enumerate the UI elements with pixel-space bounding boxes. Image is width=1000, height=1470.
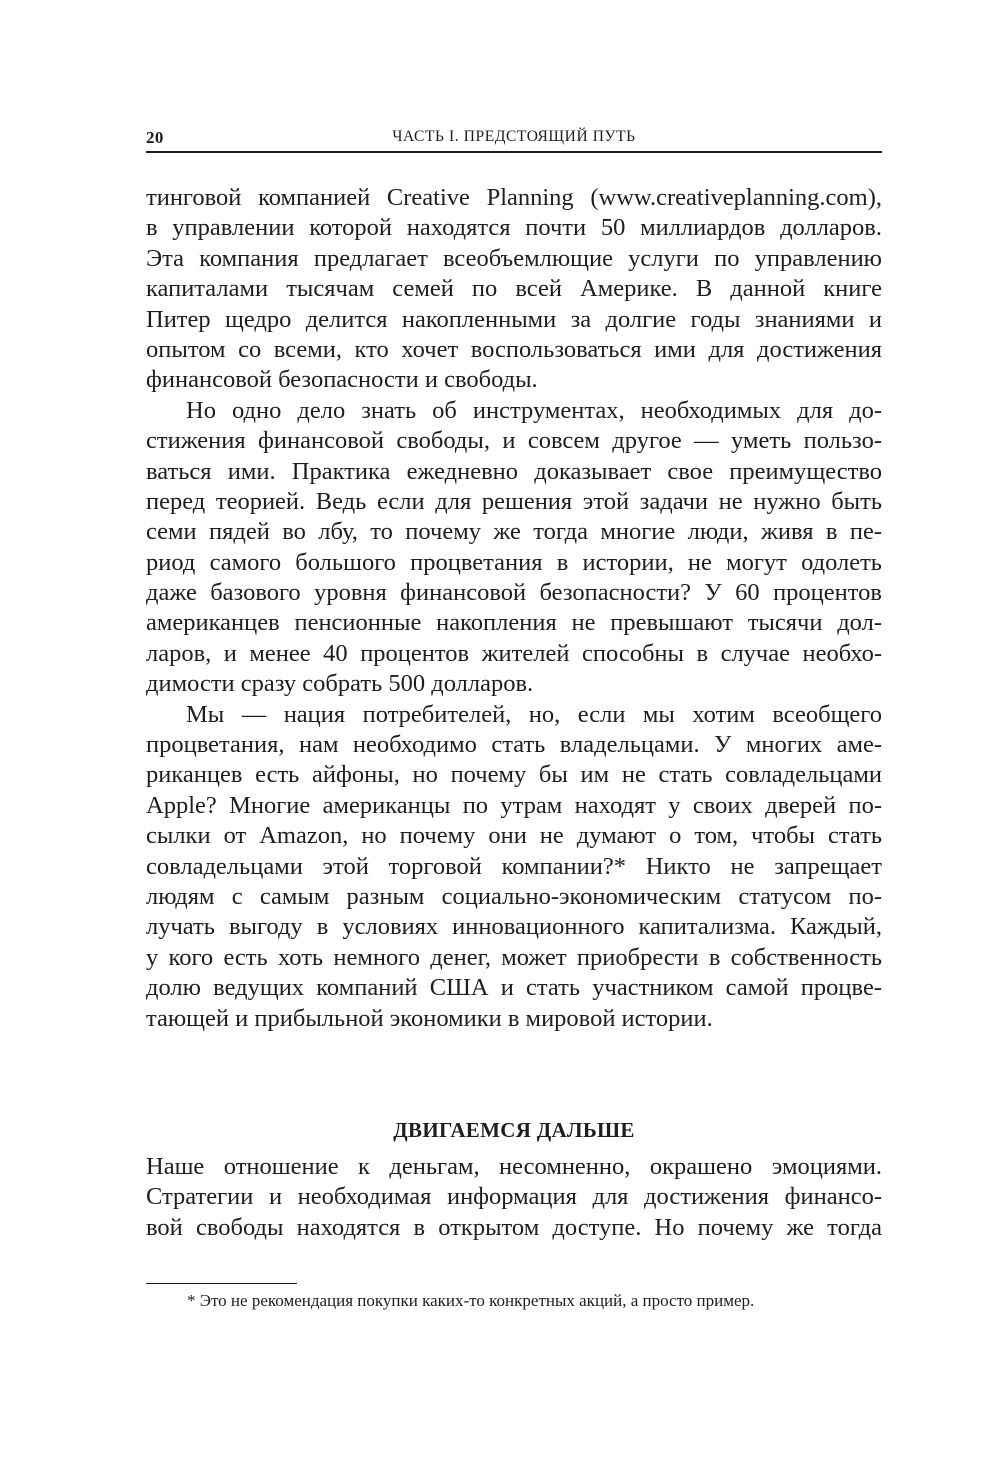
text-line: в управлении которой находятся почти 50 миллиардов долларов. [146, 214, 882, 242]
text-line: Эта компания предлагает всеобъемлющие услуги по управлению [146, 244, 882, 272]
text-line: даже базового уровня финансовой безопасности? У 60 процентов [146, 579, 882, 607]
text-line: Наше отношение к деньгам, несомненно, окрашено эмоциями. [146, 1153, 882, 1180]
text-line: Мы — нация потребителей, но, если мы хотим всеобщего [186, 700, 882, 728]
text-line: Стратегии и необходимая информация для достижения финансо- [146, 1183, 882, 1211]
text-line: семи пядей во лбу, то почему же тогда многие люди, живя в пе- [146, 518, 882, 546]
text-line: ваться ими. Практика ежедневно доказывает свое преимущество [146, 457, 882, 485]
text-line: Apple? Многие американцы по утрам находят у своих дверей по- [146, 791, 882, 819]
text-line: капиталами тысячам семей по всей Америке. В данной книге [146, 275, 882, 303]
text-line: американцев пенсионные накопления не превышают тысячи дол- [146, 609, 882, 637]
text-line: опытом со всеми, кто хочет воспользоваться ими для достижения [146, 335, 882, 363]
text-line: перед теорией. Ведь если для решения этой задачи не нужно быть [146, 487, 882, 515]
text-line: долю ведущих компаний США и стать участником самой процве- [146, 974, 882, 1002]
paragraph [146, 183, 882, 396]
text-line: тающей и прибыльной экономики в мировой истории. [146, 1004, 713, 1032]
text-line: стижения финансовой свободы, и совсем другое — уметь пользо- [146, 427, 882, 455]
text-line: сылки от Amazon, но почему они не думают о том, чтобы стать [146, 822, 882, 850]
text-line: у кого есть хоть немного денег, может приобрести в собственность [146, 943, 882, 971]
text-line: Питер щедро делится накопленными за долгие годы знаниями и [146, 305, 882, 333]
text-line: финансовой безопасности и свободы. [146, 366, 538, 394]
text-line: риканцев есть айфоны, но почему бы им не стать совладельцами [146, 761, 882, 789]
text-line: лучать выгоду в условиях инновационного капитализма. Каждый, [146, 913, 882, 941]
text-line: димости сразу собрать 500 долларов. [146, 670, 534, 698]
section-text [146, 1152, 882, 1243]
page-number: 20 [146, 128, 164, 147]
header-rule [146, 151, 882, 153]
chapter-title: ЧАСТЬ I. ПРЕДСТОЯЩИЙ ПУТЬ [392, 128, 636, 145]
running-head [146, 126, 882, 150]
text-line: процветания, нам необходимо стать владельцами. У многих аме- [146, 731, 882, 759]
text-line: риод самого большого процветания в истории, не могут одолеть [146, 548, 882, 576]
paragraph [146, 396, 882, 700]
text-line: совладельцами этой торговой компании?* Никто не запрещает [146, 852, 882, 880]
footnote-rule [146, 1283, 297, 1284]
body-text [146, 183, 882, 1034]
text-line: ларов, и менее 40 процентов жителей способны в случае необхо- [146, 639, 882, 667]
paragraph [146, 700, 882, 1034]
section-heading: ДВИГАЕМСЯ ДАЛЬШЕ [393, 1118, 635, 1142]
text-line: Но одно дело знать об инструментах, необходимых для до- [186, 396, 882, 424]
text-line: вой свободы находятся в открытом доступе. Но почему же тогда [146, 1213, 882, 1241]
text-line: людям с самым разным социально-экономическим статусом по- [146, 882, 882, 910]
footnote: * Это не рекомендация покупки каких-то конкретных акций, а просто пример. [187, 1291, 755, 1310]
text-line: тинговой компанией Creative Planning (www.creativeplanning.com), [146, 184, 882, 211]
